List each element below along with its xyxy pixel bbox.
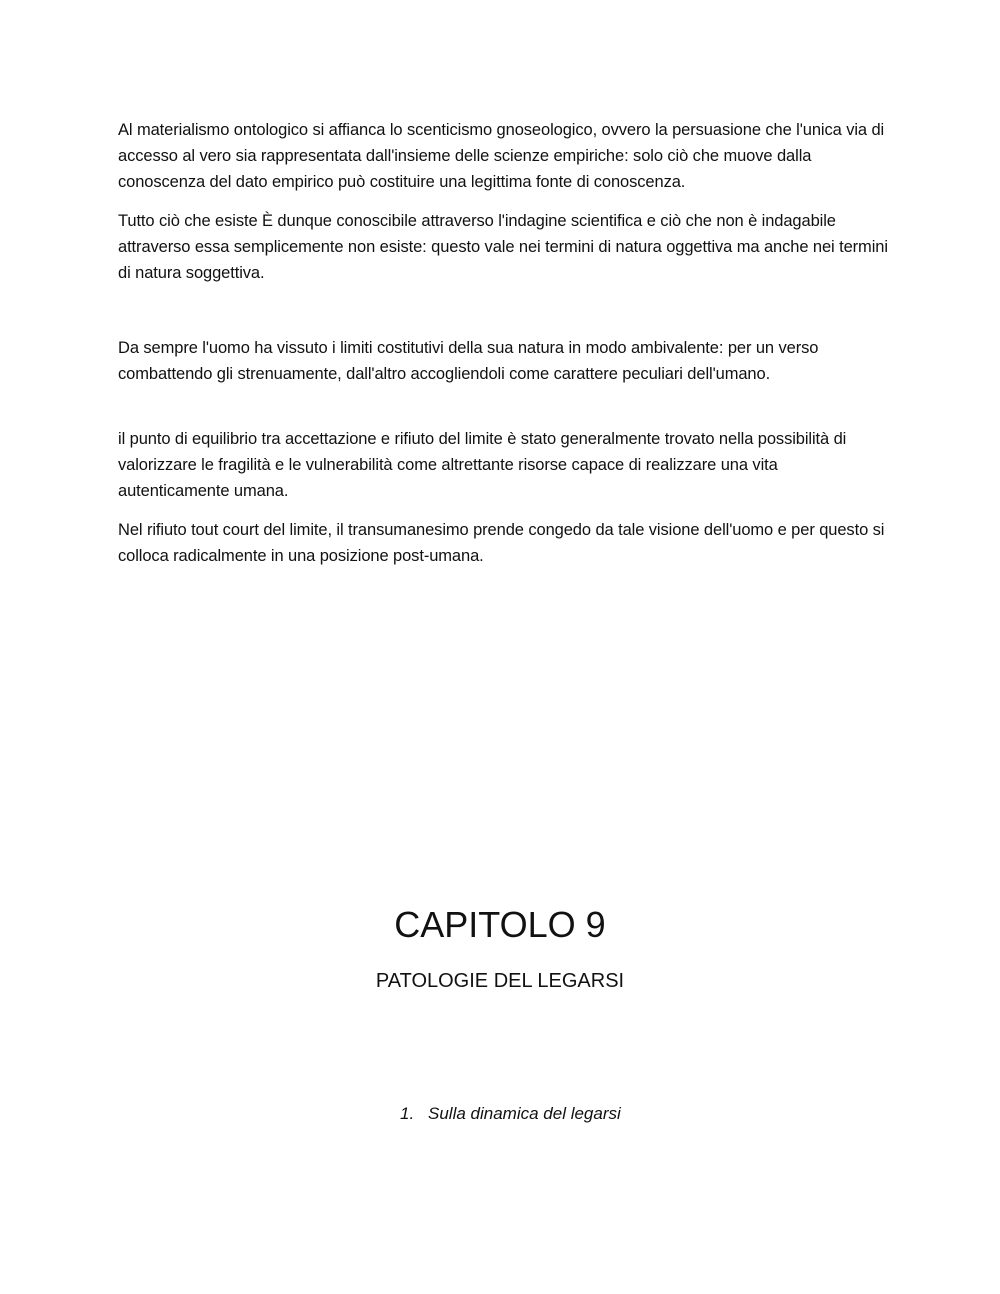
section-number: 1. [400,1104,415,1123]
paragraph-transumanesimo: Nel rifiuto tout court del limite, il transumanesimo prende congedo da tale visione dell'uomo e per questo si colloca radicalmente in una posizione post-umana. [118,521,885,565]
paragraph-limiti: Da sempre l'uomo ha vissuto i limiti costitutivi della sua natura in modo ambivalente: per un verso combattendo gli strenuamente, dall'altro accogliendoli come carattere peculiari dell'umano. [118,339,819,383]
paragraph-conoscibile: Tutto ciò che esiste È dunque conoscibile attraverso l'indagine scientifica e ciò che non è indagabile attraverso essa semplicemente non esiste: questo vale nei termini di natura oggettiva ma anche nei termini di natura soggettiva. [118,212,888,282]
section-title: Sulla dinamica del legarsi [428,1104,621,1123]
paragraph-materialismo: Al materialismo ontologico si affianca lo scenticismo gnoseologico, ovvero la persuasione che l'unica via di accesso al vero sia rappresentata dall'insieme delle scienze empiriche: solo ciò che muove dalla conoscenza del dato empirico può costituire una legittima fonte di conoscenza. [118,121,885,191]
section-heading [400,1102,621,1126]
chapter-title: CAPITOLO 9 [394,904,606,945]
chapter-subtitle: PATOLOGIE DEL LEGARSI [375,970,625,992]
paragraph-equilibrio: il punto di equilibrio tra accettazione e rifiuto del limite è stato generalmente trovato nella possibilità di valorizzare le fragilità e le vulnerabilità come altrettante risorse capace di realizzare una vita autenticamente umana. [118,430,847,500]
